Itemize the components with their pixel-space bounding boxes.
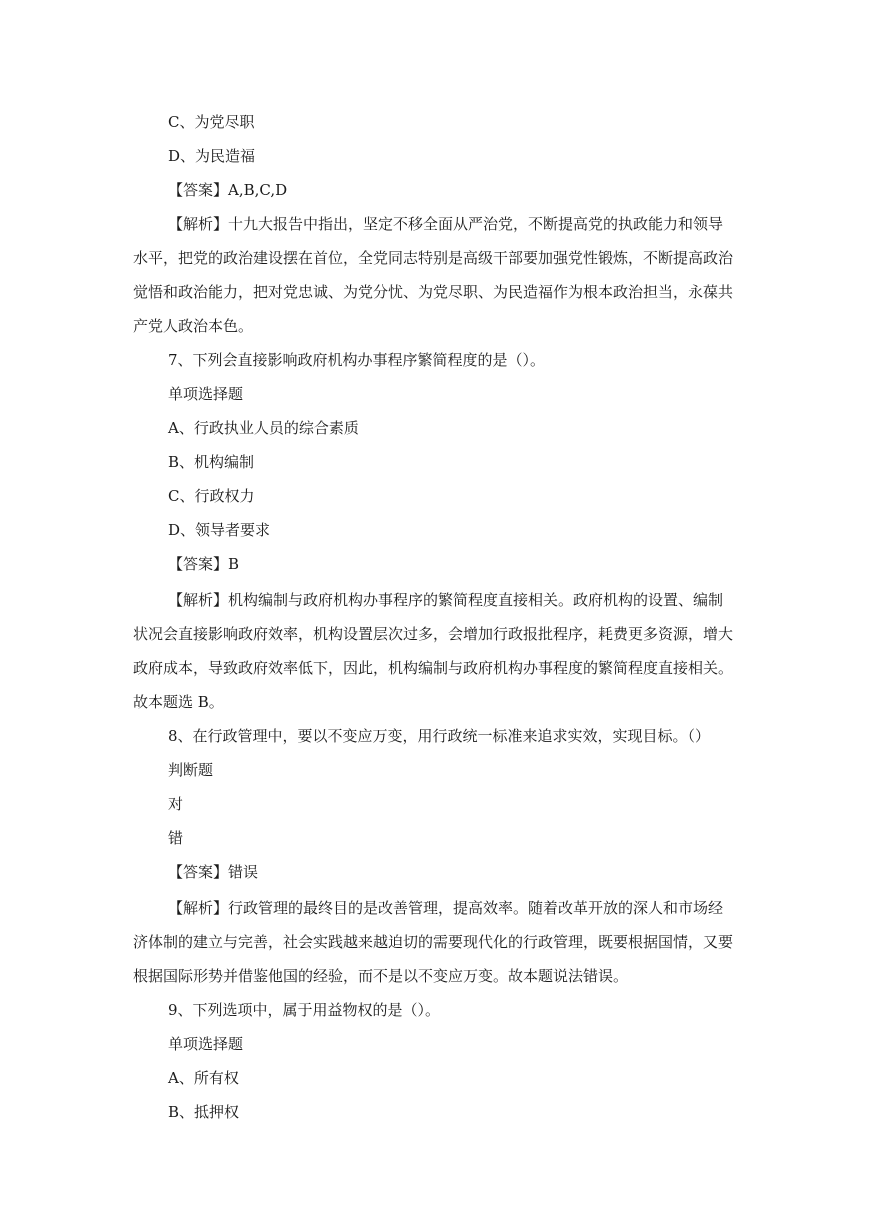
q8-analysis-first-line: 【解析】行政管理的最终目的是改善管理，提高效率。随着改革开放的深人和市场经 [168, 899, 724, 917]
q8-type: 判断题 [168, 761, 214, 779]
q9-question: 9、下列选项中，属于用益物权的是（）。 [168, 1001, 441, 1019]
q8-answer: 【答案】错误 [168, 863, 259, 881]
q8-analysis-line: 济体制的建立与完善，社会实践越来越迫切的需要现代化的行政管理，既要根据国情，又要 [133, 933, 734, 951]
q7-analysis-line: 故本题选 B。 [133, 693, 224, 711]
q7-analysis-first-line: 【解析】机构编制与政府机构办事程序的繁简程度直接相关。政府机构的设置、编制 [168, 591, 724, 609]
q6-analysis-line: 产党人政治本色。 [133, 317, 254, 335]
q8-question: 8、在行政管理中，要以不变应万变，用行政统一标准来追求实效，实现目标。（） [168, 727, 711, 745]
q7-analysis-line: 政府成本，导致政府效率低下，因此，机构编制与政府机构办事程度的繁简程度直接相关。 [133, 659, 734, 677]
q9-type: 单项选择题 [168, 1035, 244, 1053]
q9-option-b: B、抵押权 [168, 1103, 240, 1121]
q8-analysis-line: 根据国际形势并借鉴他国的经验，而不是以不变应万变。故本题说法错误。 [133, 967, 629, 985]
q7-option-a: A、行政执业人员的综合素质 [168, 419, 359, 437]
q6-analysis-first-line: 【解析】十九大报告中指出，坚定不移全面从严治党，不断提高党的执政能力和领导 [168, 215, 724, 233]
q6-analysis-line: 觉悟和政治能力，把对党忠诚、为党分忧、为党尽职、为民造福作为根本政治担当，永葆共 [133, 283, 734, 301]
q6-option-c: C、为党尽职 [168, 113, 255, 131]
q7-option-c: C、行政权力 [168, 487, 255, 505]
q7-option-b: B、机构编制 [168, 453, 255, 471]
q8-option-true: 对 [168, 795, 184, 813]
q6-analysis-line: 水平，把党的政治建设摆在首位，全党同志特别是高级干部要加强党性锻炼，不断提高政治 [133, 249, 734, 267]
q6-answer: 【答案】A,B,C,D [168, 181, 288, 199]
q8-option-false: 错 [168, 829, 184, 847]
q9-option-a: A、所有权 [168, 1069, 239, 1087]
q7-type: 单项选择题 [168, 385, 244, 403]
q6-option-d: D、为民造福 [168, 147, 256, 165]
q7-option-d: D、领导者要求 [168, 521, 271, 539]
q7-answer: 【答案】B [168, 555, 240, 573]
q7-question: 7、下列会直接影响政府机构办事程序繁简程度的是（）。 [168, 351, 546, 369]
q7-analysis-line: 状况会直接影响政府效率，机构设置层次过多，会增加行政报批程序，耗费更多资源，增大 [133, 625, 734, 643]
